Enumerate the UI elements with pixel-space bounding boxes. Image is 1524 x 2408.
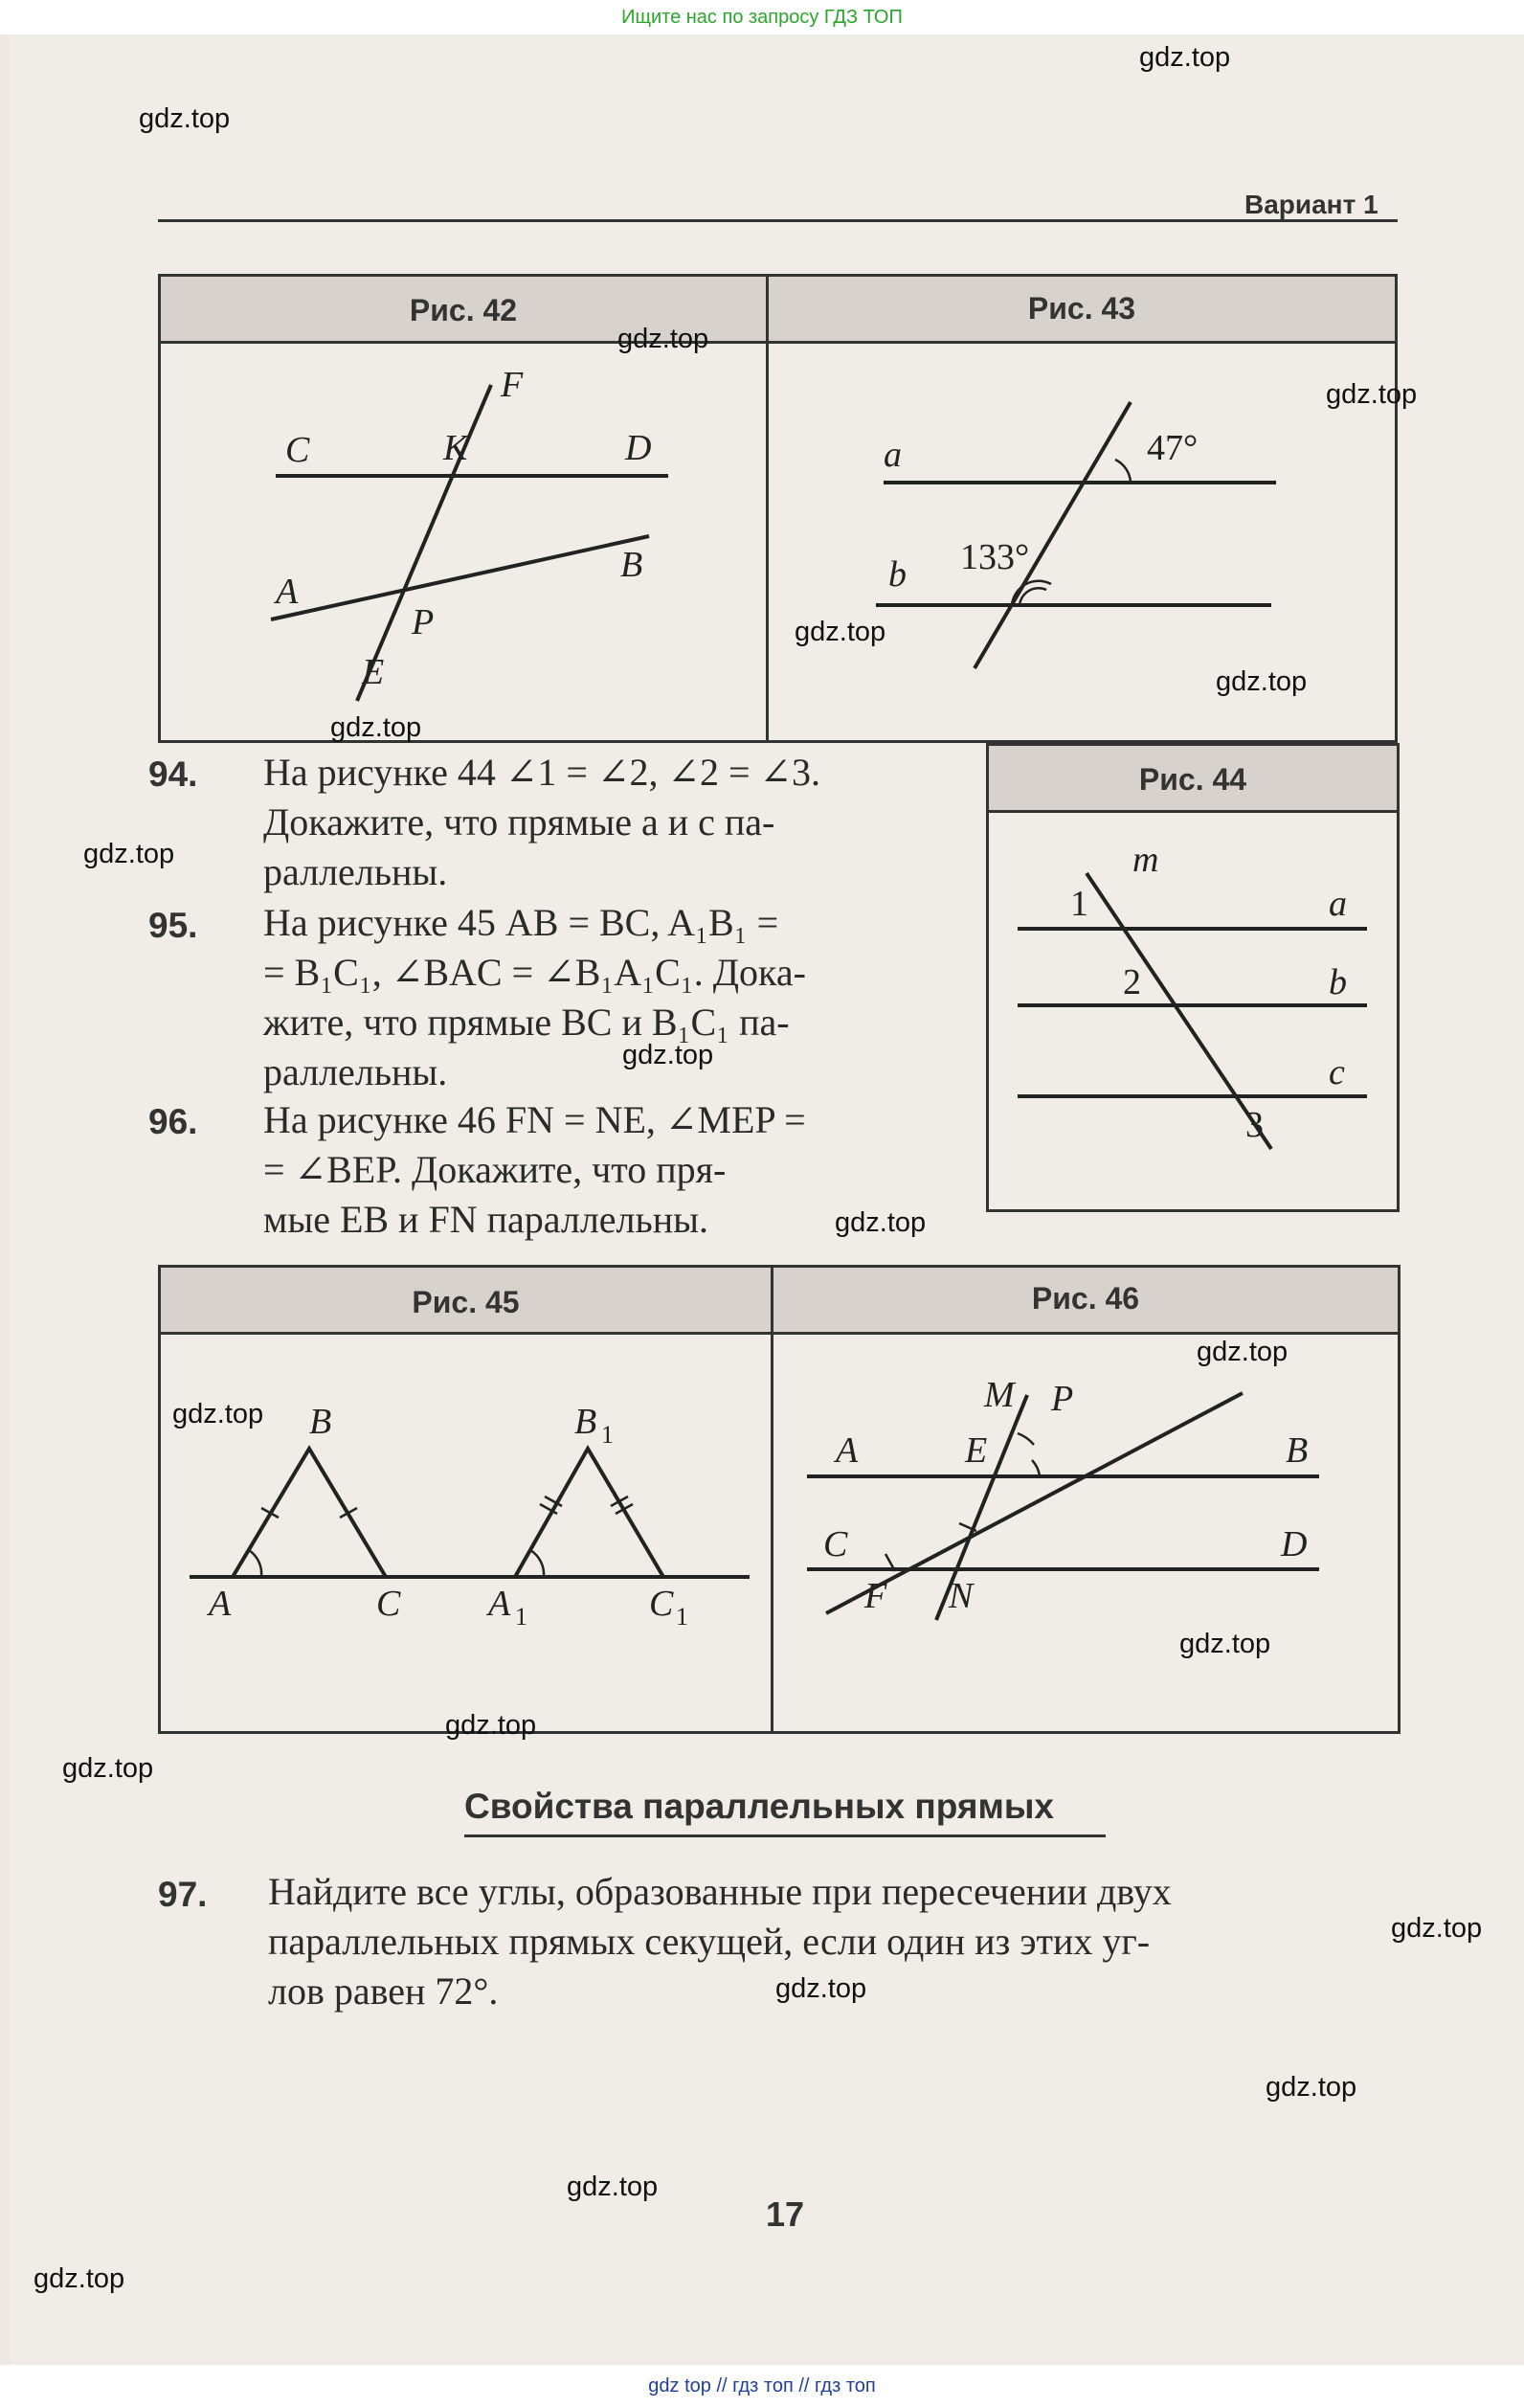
fig46-title: Рис. 46 bbox=[1031, 1281, 1140, 1316]
fig45-drawing bbox=[161, 1338, 771, 1730]
watermark: gdz.top bbox=[617, 324, 709, 354]
fig45-label-a: A bbox=[209, 1584, 232, 1624]
fig42-label-a: A bbox=[276, 572, 299, 612]
problem-94-number: 94. bbox=[148, 754, 198, 794]
watermark: gdz.top bbox=[622, 1040, 714, 1070]
watermark: gdz.top bbox=[172, 1399, 264, 1429]
fig44-label-1: 1 bbox=[1070, 884, 1088, 924]
problem-97-text bbox=[268, 1867, 1172, 2016]
watermark: gdz.top bbox=[1139, 42, 1231, 73]
fig43-secant bbox=[975, 402, 1131, 668]
fig43-angle-arc-2b bbox=[1020, 588, 1046, 605]
fig46-label-c: C bbox=[823, 1524, 848, 1564]
watermark: gdz.top bbox=[139, 103, 231, 134]
fig42-title: Рис. 42 bbox=[409, 293, 518, 327]
problem-96-line-2: = ∠BEP. Докажите, что пря- bbox=[263, 1148, 727, 1191]
fig43-label-b: b bbox=[888, 554, 907, 595]
problem-95-text bbox=[263, 898, 806, 1097]
fig45-title: Рис. 45 bbox=[412, 1285, 520, 1319]
fig43-label-a: a bbox=[884, 435, 902, 475]
problem-97-line-3: лов равен 72°. bbox=[268, 1969, 499, 2013]
problem-95-line-1: На рисунке 45 AB = BC, A₁B₁ = bbox=[263, 901, 779, 944]
fig42-label-k: K bbox=[443, 428, 468, 468]
fig45-sub-c1: 1 bbox=[676, 1603, 688, 1631]
problem-96-text bbox=[263, 1095, 806, 1245]
watermark: gdz.top bbox=[1391, 1913, 1483, 1944]
fig42-label-f: F bbox=[501, 365, 524, 405]
fig45-sub-b1: 1 bbox=[601, 1421, 614, 1449]
watermark: gdz.top bbox=[62, 1753, 154, 1784]
problem-96-line-3: мые EB и FN параллельны. bbox=[263, 1198, 709, 1241]
fig46-angle-bep bbox=[1032, 1460, 1040, 1476]
fig42-label-p: P bbox=[412, 602, 435, 642]
bottom-banner[interactable]: gdz top // гдз топ // гдз топ bbox=[0, 2365, 1524, 2408]
fig44-label-c: c bbox=[1329, 1052, 1345, 1092]
fig44-label-b: b bbox=[1329, 962, 1347, 1002]
fig45-label-b: B bbox=[309, 1402, 332, 1442]
fig44-secant-m bbox=[1087, 873, 1271, 1149]
problem-95-line-2: = B₁C₁, ∠BAC = ∠B₁A₁C₁. Дока- bbox=[263, 951, 806, 994]
problem-97-line-2: параллельных прямых секущей, если один из этих уг- bbox=[268, 1920, 1151, 1963]
problem-94-text bbox=[263, 748, 820, 897]
fig43-title: Рис. 43 bbox=[1027, 291, 1136, 326]
section-title: Свойства параллельных прямых bbox=[464, 1787, 1054, 1826]
fig46-label-m: M bbox=[984, 1375, 1015, 1415]
fig44-drawing bbox=[989, 816, 1397, 1208]
header-rule bbox=[158, 219, 1398, 222]
fig43-angle-arc-1 bbox=[1115, 460, 1131, 483]
problem-97-number: 97. bbox=[158, 1875, 208, 1914]
fig43-angle-133: 133° bbox=[960, 537, 1030, 577]
watermark: gdz.top bbox=[1216, 666, 1308, 697]
fig45-angle-a bbox=[249, 1550, 261, 1577]
top-banner[interactable]: Ищите нас по запросу ГДЗ ТОП bbox=[0, 0, 1524, 34]
problem-95-line-3: жите, что прямые BC и B₁C₁ па- bbox=[263, 1001, 790, 1044]
section-underline bbox=[464, 1834, 1106, 1837]
fig44-label-2: 2 bbox=[1123, 962, 1141, 1002]
problem-97-line-1: Найдите все углы, образованные при пересечении двух bbox=[268, 1870, 1172, 1913]
fig42-drawing bbox=[161, 347, 766, 739]
fig46-label-f: F bbox=[864, 1576, 887, 1616]
problem-96-line-1: На рисунке 46 FN = NE, ∠MEP = bbox=[263, 1098, 806, 1141]
problem-96-number: 96. bbox=[148, 1102, 198, 1141]
watermark: gdz.top bbox=[775, 1973, 867, 2004]
watermark: gdz.top bbox=[567, 2172, 659, 2202]
fig45-label-c: C bbox=[376, 1584, 401, 1624]
problem-95-number: 95. bbox=[148, 906, 198, 945]
fig46-label-p: P bbox=[1051, 1379, 1074, 1419]
fig45-angle-a1 bbox=[530, 1550, 544, 1577]
fig46-label-a: A bbox=[836, 1430, 859, 1471]
page-number: 17 bbox=[766, 2194, 805, 2234]
problem-94-line-2: Докажите, что прямые a и c па- bbox=[263, 800, 775, 844]
problem-94-line-3: раллельны. bbox=[263, 850, 448, 893]
fig46-label-e: E bbox=[965, 1430, 988, 1471]
textbook-page bbox=[10, 34, 1524, 2365]
fig45-sub-a1: 1 bbox=[515, 1603, 527, 1631]
watermark: gdz.top bbox=[445, 1710, 537, 1741]
fig46-drawing bbox=[773, 1338, 1398, 1730]
fig42-label-d: D bbox=[625, 428, 652, 468]
problem-94-line-1: На рисунке 44 ∠1 = ∠2, ∠2 = ∠3. bbox=[263, 751, 821, 794]
fig45-label-c1: C bbox=[649, 1584, 674, 1624]
fig44-title: Рис. 44 bbox=[1138, 762, 1247, 797]
watermark: gdz.top bbox=[1179, 1629, 1271, 1659]
fig46-label-d: D bbox=[1281, 1524, 1308, 1564]
problem-95-line-4: раллельны. bbox=[263, 1050, 448, 1093]
watermark: gdz.top bbox=[795, 617, 886, 647]
watermark: gdz.top bbox=[34, 2263, 125, 2294]
watermark: gdz.top bbox=[330, 712, 422, 743]
watermark: gdz.top bbox=[835, 1207, 927, 1238]
watermark: gdz.top bbox=[83, 839, 175, 869]
fig45-label-b1: B bbox=[574, 1402, 597, 1442]
fig45-label-a1: A bbox=[488, 1584, 511, 1624]
fig44-label-3: 3 bbox=[1245, 1105, 1264, 1145]
fig46-angle-mep bbox=[1018, 1433, 1034, 1445]
fig42-line-ab bbox=[271, 536, 649, 619]
watermark: gdz.top bbox=[1266, 2072, 1357, 2103]
fig46-label-n: N bbox=[949, 1576, 974, 1616]
fig42-label-e: E bbox=[362, 652, 385, 692]
fig42-label-c: C bbox=[285, 430, 310, 470]
fig42-label-b: B bbox=[620, 545, 643, 585]
fig44-label-m: m bbox=[1132, 840, 1159, 880]
fig46-label-b: B bbox=[1286, 1430, 1309, 1471]
fig43-angle-47: 47° bbox=[1147, 428, 1199, 468]
variant-label: Вариант 1 bbox=[1244, 190, 1378, 219]
fig44-label-a: a bbox=[1329, 884, 1347, 924]
fig46-line-fp bbox=[826, 1393, 1243, 1613]
watermark: gdz.top bbox=[1326, 379, 1418, 410]
watermark: gdz.top bbox=[1197, 1337, 1289, 1367]
